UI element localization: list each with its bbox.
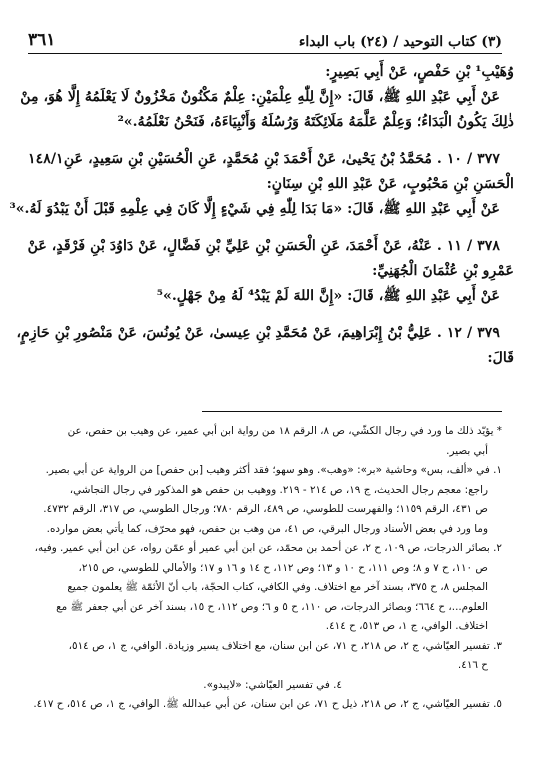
footnote-line: ٥. تفسير العيّاشي، ج ٢، ص ٢١٨، ذيل ح ٧١، عن ابن سنان، عن أبي عبدالله ﷺ. الوافي، ج ١، ص ٥١٤، ح ٤١٧.: [33, 698, 502, 710]
header-title: (٣) كتاب التوحيد / (٢٤) باب البداء: [298, 34, 502, 50]
footnotes: [28, 422, 502, 715]
hadith-number-line: ٣٧٨ / ١١ . عَنْهُ، عَنْ أَحْمَدَ، عَنِ الْحَسَنِ بْنِ عَلِيِّ بْنِ فَضَّالٍ، عَنْ دَاوُدَ بْنِ فَرْقَدٍ، عَنْ: [27, 238, 500, 254]
text-line: عَنْ أَبِي عَبْدِ اللهِ ﷺ، قَالَ: «إِنَّ لِلّٰهِ عِلْمَيْنِ: عِلْمٌ مَكْنُونٌ مَخْزُونٌ لَا يَعْلَمُهُ إِلَّا هُوَ، مِنْ: [20, 89, 500, 105]
footnote-1: [28, 461, 502, 539]
page-number: ٣٦١: [28, 30, 56, 50]
footnote-2: [28, 539, 502, 637]
footnote-line: اختلاف. الوافي، ج ١، ص ٥١٣، ح ٤١٤.: [325, 620, 488, 632]
footnote-line: راجع: معجم رجال الحديث، ج ١٩، ص ٢١٤ - ٢١٩. ووهيب بن حفص هو المذكور في رجال النجاشي،: [69, 483, 488, 496]
footnote-4: ٤. في تفسير العيّاشي: «لايبدو».: [203, 678, 342, 691]
footnote-line: ٣. تفسير العيّاشي، ج ٢، ص ٢١٨، ح ٧١، عن ابن سنان، مع اختلاف يسير وزيادة. الوافي، ج ١، ص ٥١٤،: [68, 639, 502, 652]
text-line: عَنْ أَبِي عَبْدِ اللهِ ﷺ، قَالَ: «مَا بَدَا لِلّٰهِ فِي شَيْءٍ إِلَّا كَانَ فِي عِلْمِهِ قَبْلَ أَنْ يَبْدُوَ لَهُ.»³: [9, 201, 500, 217]
text-line: وُهَيْبِ¹ بْنِ حَفْصٍ، عَنْ أَبِي بَصِيرٍ:: [325, 64, 514, 80]
hadith-number-line: ٣٧٧ / ١٠ . مُحَمَّدُ بْنُ يَحْيىٰ، عَنْ أَحْمَدَ بْنِ مُحَمَّدٍ، عَنِ الْحُسَيْنِ بْنِ سَعِيدٍ، عَنِ: [63, 151, 500, 167]
hadith-377-header: [28, 147, 514, 172]
main-text: [9, 60, 514, 371]
running-header: [28, 22, 502, 54]
text-line: عَنْ أَبِي عَبْدِ اللهِ ﷺ، قَالَ: «إِنَّ اللهَ لَمْ يَبْدُ⁴ لَهُ مِنْ جَهْلٍ.»⁵: [156, 288, 500, 304]
text-line: عَمْرِو بْنِ عُثْمَانَ الْجُهَنِيِّ:: [372, 263, 514, 279]
text-line: قَالَ:: [487, 350, 514, 366]
volume-page-ref: ١٤٨/١: [28, 151, 64, 167]
footnote-line: أبي بصير.: [446, 444, 488, 457]
footnote-star: [28, 422, 502, 461]
footnote-3: [28, 637, 502, 696]
footnote-line: وما ورد في بعض الأسناد ورجال البرقي، ص ٤١، من وهب بن حفص، فهو محرّف، كما يأتي بعض موارده.: [46, 522, 488, 535]
text-line: الْحَسَنِ بْنِ مَحْبُوبٍ، عَنْ عَبْدِ اللهِ بْنِ سِنَانٍ:: [266, 176, 514, 192]
hadith-number-line: ٣٧٩ / ١٢ . عَلِيُّ بْنُ إِبْرَاهِيمَ، عَنْ مُحَمَّدِ بْنِ عِيسىٰ، عَنْ يُونُسَ، عَنْ مَنْصُورِ بْنِ حَازِمٍ،: [16, 325, 500, 341]
footnote-line: * يؤيّد ذلك ما ورد في رجال الكشّي، ص ٨، الرقم ١٨ من رواية ابن أبي عمير، عن وهيب بن حفص، عن: [67, 425, 502, 437]
footnote-divider: [202, 411, 502, 412]
footnote-line: ح ٤١٦.: [457, 659, 488, 671]
footnote-line: ٢. بصائر الدرجات، ص ١٠٩، ح ٢، عن أحمد بن محمّد، عن ابن أبي عمير أو عمّن رواه، عن ابن أبي عمير. وفيه،: [34, 542, 502, 554]
footnote-line: ١. في «ألف، بس» وحاشية «بر»: «وهب». وهو سهو؛ فقد أكثر وهيب [بن حفص] من الرواية عن أبي بصير.: [45, 464, 502, 476]
footnote-line: ص ٤٣١، الرقم ١١٥٩؛ والفهرست للطوسي، ص ٤٨٩، الرقم ٧٨٠؛ ورجال الطوسي، ص ٣١٧، الرقم ٤٧٣٢.: [43, 503, 488, 515]
footnote-line: ص ١١٠، ح ٧ و ٨؛ وص ١١١، ح ١٠ و ١٣؛ وص ١١٢، ح ١٤ و ١٦ و ١٧؛ والأمالي للطوسي، ص ٢١٥،: [78, 561, 488, 574]
footnote-line: العلوم...، ح ٦٦٤؛ وبصائر الدرجات، ص ١١٠، ح ٥ و ٦؛ وص ١١٢، ح ١٥، بسند آخر عن أبي جعفر ﷺ مع: [56, 600, 488, 613]
footnote-5: [28, 695, 502, 715]
footnote-line: المجلس ٨، ح ٣٧٥، بسند آخر مع اختلاف. وفي الكافي، كتاب الحجّة، باب أنّ الأئمّة ﷺ يعلمون جميع: [67, 581, 488, 593]
text-line: ذٰلِكَ يَكُونُ الْبَدَاءُ؛ وَعِلْمٌ عَلَّمَهُ مَلَائِكَتَهُ وَرُسُلَهُ وَأَنْبِيَاءَهُ، فَنَحْنُ نَعْلَمُهُ.»²: [117, 114, 514, 130]
